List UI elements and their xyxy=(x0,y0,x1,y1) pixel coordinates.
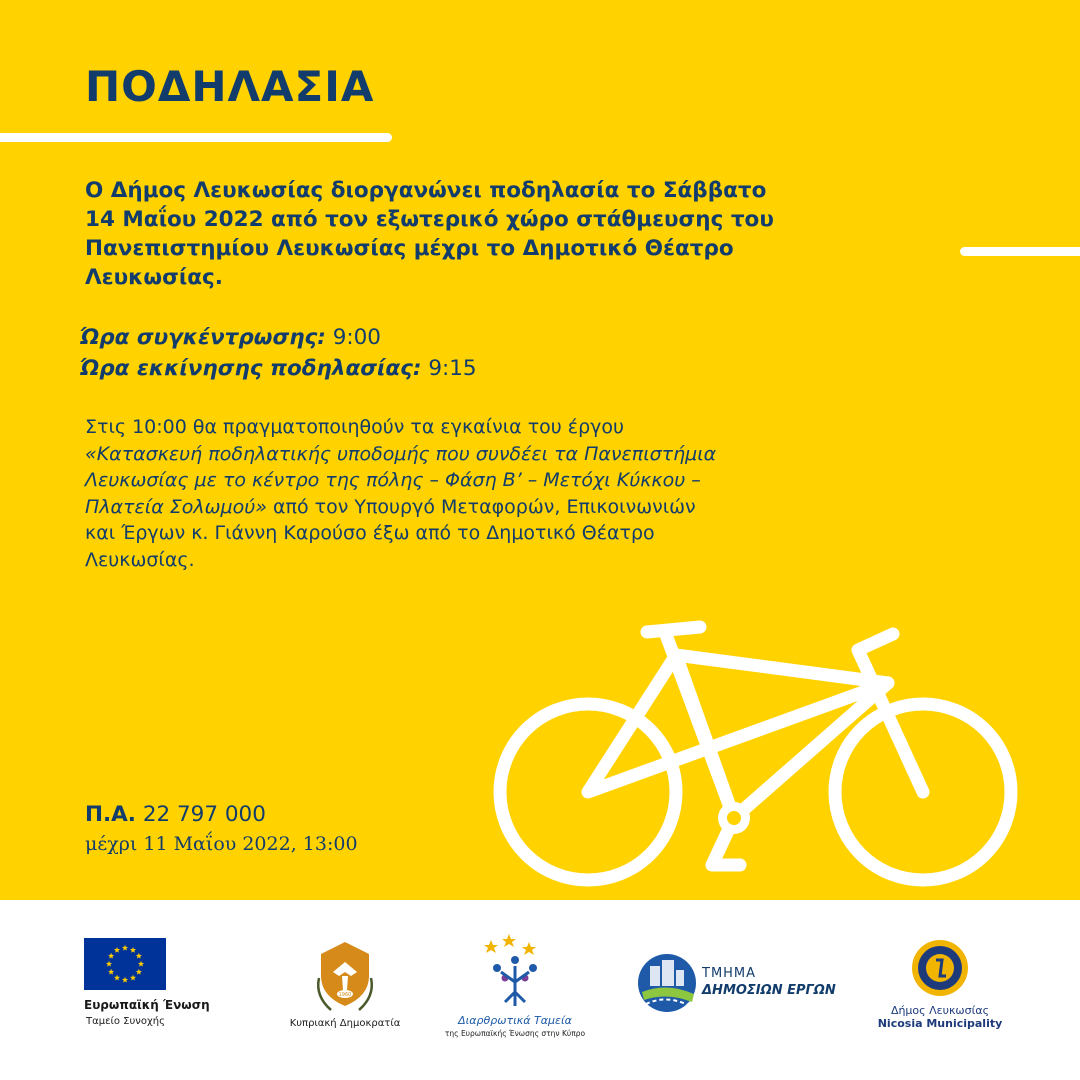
contact-deadline: μέχρι 11 Μαΐου 2022, 13:00 xyxy=(85,833,358,855)
eu-name: Ευρωπαϊκή Ένωση xyxy=(84,998,210,1012)
contact-phone: 22 797 000 xyxy=(142,802,266,827)
gathering-time xyxy=(80,322,780,353)
structural-funds-sub: της Ευρωπαϊκής Ένωσης στην Κύπρο xyxy=(444,1029,586,1038)
contact-info xyxy=(85,800,505,858)
schedule xyxy=(80,322,780,384)
inauguration-intro: Στις 10:00 θα πραγματοποιηθούν τα εγκαίνια του έργου xyxy=(85,416,624,438)
eu-logo xyxy=(72,938,247,1027)
cyprus-emblem-icon xyxy=(313,938,377,1014)
public-works-icon xyxy=(636,952,698,1014)
start-time xyxy=(80,353,780,384)
bike-seat xyxy=(647,627,700,632)
page-title: ΠΟΔΗΛΑΣΙΑ xyxy=(85,62,375,111)
project-name: «Κατασκευή ποδηλατικής υποδομής που συνδέει τα Πανεπιστήμια Λευκωσίας με το κέντρο της πόλης – Φάση Β’ – Μετόχι Κύκκου – Πλατεία Σολωμού» xyxy=(85,442,717,518)
bicycle-icon xyxy=(490,590,1050,890)
sponsor-footer xyxy=(0,900,1080,1080)
intro-text: Ο Δήμος Λευκωσίας διοργανώνει ποδηλασία το Σάββατο 14 Μαΐου 2022 από τον εξωτερικό χώρο στάθμευσης του Πανεπιστημίου Λευκωσίας μέχρι το Δημοτικό Θέατρο Λευκωσίας. xyxy=(85,178,774,290)
nicosia-seal-icon xyxy=(910,938,970,998)
structural-funds-logo xyxy=(425,932,605,1038)
contact-phone-line xyxy=(85,800,505,830)
gathering-time-value: 9:00 xyxy=(332,325,381,350)
side-divider xyxy=(960,247,1080,256)
nicosia-name: Δήμος Λευκωσίας xyxy=(890,1004,990,1017)
nicosia-municipality-logo xyxy=(860,938,1020,1030)
bike-fork xyxy=(858,634,923,792)
cyprus-name: Κυπριακή Δημοκρατία xyxy=(289,1018,401,1029)
gathering-time-label: Ώρα συγκέντρωσης: xyxy=(80,325,326,350)
public-works-line2: ΔΗΜΟΣΙΩΝ ΕΡΓΩΝ xyxy=(702,983,836,998)
eu-flag-icon xyxy=(84,938,166,990)
inauguration-details: από τον Υπουργό Μεταφορών, Επικοινωνιών και Έργων κ. Γιάννη Καρούσο έξω από το Δημοτικό Θέατρο Λευκωσίας. xyxy=(85,495,696,571)
eu-fund: Ταμείο Συνοχής xyxy=(86,1016,165,1027)
nicosia-sub: Nicosia Municipality xyxy=(877,1017,1003,1030)
structural-funds-icon xyxy=(475,932,555,1012)
emblem-year: 1960 xyxy=(338,992,352,998)
contact-label: Π.Α. xyxy=(85,802,136,827)
title-divider xyxy=(0,133,392,142)
cyprus-logo xyxy=(265,938,425,1029)
start-time-value: 9:15 xyxy=(428,356,477,381)
public-works-line1: ΤΜΗΜΑ xyxy=(702,966,757,981)
inauguration-text xyxy=(85,414,725,573)
structural-funds-name: Διαρθρωτικά Ταμεία xyxy=(458,1014,572,1027)
start-time-label: Ώρα εκκίνησης ποδηλασίας: xyxy=(80,356,422,381)
